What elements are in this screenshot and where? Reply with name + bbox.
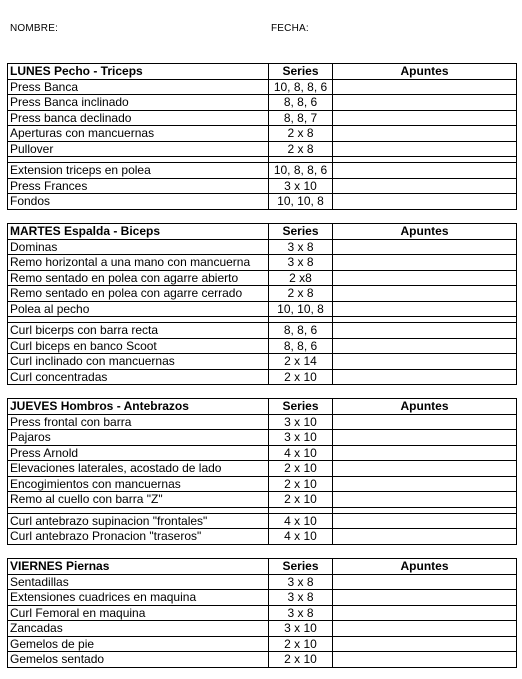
notes-cell[interactable] bbox=[333, 126, 517, 142]
exercise-row bbox=[8, 79, 517, 95]
exercise-name: Extensiones cuadrices en maquina bbox=[8, 590, 269, 606]
exercise-row bbox=[8, 445, 517, 461]
exercise-series: 3 x 10 bbox=[269, 621, 333, 637]
exercise-row bbox=[8, 621, 517, 637]
exercise-series: 3 x 8 bbox=[269, 574, 333, 590]
exercise-series: 8, 8, 7 bbox=[269, 110, 333, 126]
notes-cell[interactable] bbox=[333, 430, 517, 446]
notes-cell[interactable] bbox=[333, 338, 517, 354]
notes-cell[interactable] bbox=[333, 590, 517, 606]
exercise-name: Fondos bbox=[8, 194, 269, 210]
exercise-series: 2 x 10 bbox=[269, 652, 333, 668]
exercise-series: 2 x 8 bbox=[269, 141, 333, 157]
exercise-series: 2 x 10 bbox=[269, 636, 333, 652]
exercise-name: Press Banca bbox=[8, 79, 269, 95]
exercise-series: 10, 8, 8, 6 bbox=[269, 163, 333, 179]
exercise-row bbox=[8, 605, 517, 621]
exercise-series: 8, 8, 6 bbox=[269, 338, 333, 354]
exercise-series: 8, 8, 6 bbox=[269, 95, 333, 111]
exercise-series: 3 x 10 bbox=[269, 430, 333, 446]
exercise-row bbox=[8, 95, 517, 111]
exercise-row bbox=[8, 414, 517, 430]
exercise-name: Remo sentado en polea con agarre abierto bbox=[8, 270, 269, 286]
exercise-name: Pullover bbox=[8, 141, 269, 157]
day-title: LUNES Pecho - Triceps bbox=[8, 64, 269, 80]
exercise-name: Remo horizontal a una mano con mancuerna bbox=[8, 255, 269, 271]
day-header-row bbox=[8, 559, 517, 575]
day-table bbox=[7, 398, 517, 545]
exercise-row bbox=[8, 461, 517, 477]
notes-cell[interactable] bbox=[333, 414, 517, 430]
exercise-series: 2 x 8 bbox=[269, 286, 333, 302]
exercise-series: 3 x 8 bbox=[269, 239, 333, 255]
exercise-name: Gemelos de pie bbox=[8, 636, 269, 652]
exercise-name: Curl bicerps con barra recta bbox=[8, 323, 269, 339]
exercise-name: Press banca declinado bbox=[8, 110, 269, 126]
exercise-series: 4 x 10 bbox=[269, 513, 333, 529]
exercise-series: 10, 10, 8 bbox=[269, 194, 333, 210]
exercise-name: Press Arnold bbox=[8, 445, 269, 461]
exercise-series: 10, 8, 8, 6 bbox=[269, 79, 333, 95]
exercise-row bbox=[8, 636, 517, 652]
exercise-row bbox=[8, 110, 517, 126]
exercise-row bbox=[8, 492, 517, 508]
apuntes-header: Apuntes bbox=[333, 559, 517, 575]
notes-cell[interactable] bbox=[333, 369, 517, 385]
day-title: JUEVES Hombros - Antebrazos bbox=[8, 399, 269, 415]
series-header: Series bbox=[269, 399, 333, 415]
exercise-row bbox=[8, 286, 517, 302]
day-table bbox=[7, 63, 517, 210]
exercise-name: Gemelos sentado bbox=[8, 652, 269, 668]
exercise-row bbox=[8, 529, 517, 545]
exercise-row bbox=[8, 270, 517, 286]
exercise-series: 8, 8, 6 bbox=[269, 323, 333, 339]
exercise-row bbox=[8, 141, 517, 157]
notes-cell[interactable] bbox=[333, 141, 517, 157]
notes-cell[interactable] bbox=[333, 461, 517, 477]
notes-cell[interactable] bbox=[333, 574, 517, 590]
series-header: Series bbox=[269, 64, 333, 80]
exercise-name: Dominas bbox=[8, 239, 269, 255]
exercise-name: Remo al cuello con barra "Z" bbox=[8, 492, 269, 508]
exercise-row bbox=[8, 476, 517, 492]
exercise-name: Curl Femoral en maquina bbox=[8, 605, 269, 621]
exercise-name: Encogimientos con mancuernas bbox=[8, 476, 269, 492]
exercise-row bbox=[8, 430, 517, 446]
notes-cell[interactable] bbox=[333, 323, 517, 339]
exercise-series: 4 x 10 bbox=[269, 529, 333, 545]
day-table bbox=[7, 558, 517, 668]
exercise-series: 10, 10, 8 bbox=[269, 301, 333, 317]
series-header: Series bbox=[269, 224, 333, 240]
notes-cell[interactable] bbox=[333, 194, 517, 210]
exercise-series: 2 x 8 bbox=[269, 126, 333, 142]
exercise-name: Pajaros bbox=[8, 430, 269, 446]
exercise-name: Elevaciones laterales, acostado de lado bbox=[8, 461, 269, 477]
day-title: MARTES Espalda - Biceps bbox=[8, 224, 269, 240]
exercise-series: 4 x 10 bbox=[269, 445, 333, 461]
notes-cell[interactable] bbox=[333, 163, 517, 179]
exercise-row bbox=[8, 255, 517, 271]
notes-cell[interactable] bbox=[333, 652, 517, 668]
notes-cell[interactable] bbox=[333, 354, 517, 370]
notes-cell[interactable] bbox=[333, 492, 517, 508]
notes-cell[interactable] bbox=[333, 110, 517, 126]
day-header-row bbox=[8, 64, 517, 80]
exercise-name: Extension triceps en polea bbox=[8, 163, 269, 179]
exercise-series: 3 x 8 bbox=[269, 255, 333, 271]
exercise-name: Polea al pecho bbox=[8, 301, 269, 317]
exercise-name: Zancadas bbox=[8, 621, 269, 637]
exercise-series: 3 x 8 bbox=[269, 605, 333, 621]
exercise-name: Sentadillas bbox=[8, 574, 269, 590]
exercise-series: 2 x 10 bbox=[269, 461, 333, 477]
exercise-name: Curl biceps en banco Scoot bbox=[8, 338, 269, 354]
exercise-name: Curl inclinado con mancuernas bbox=[8, 354, 269, 370]
day-table bbox=[7, 223, 517, 385]
notes-cell[interactable] bbox=[333, 95, 517, 111]
exercise-row bbox=[8, 301, 517, 317]
exercise-row bbox=[8, 354, 517, 370]
exercise-name: Aperturas con mancuernas bbox=[8, 126, 269, 142]
exercise-name: Curl concentradas bbox=[8, 369, 269, 385]
exercise-row bbox=[8, 513, 517, 529]
exercise-series: 2 x 10 bbox=[269, 476, 333, 492]
notes-cell[interactable] bbox=[333, 476, 517, 492]
exercise-row bbox=[8, 590, 517, 606]
exercise-row bbox=[8, 369, 517, 385]
exercise-series: 2 x 10 bbox=[269, 369, 333, 385]
exercise-series: 3 x 10 bbox=[269, 414, 333, 430]
exercise-name: Remo sentado en polea con agarre cerrado bbox=[8, 286, 269, 302]
nombre-label: NOMBRE: bbox=[10, 23, 59, 34]
exercise-row bbox=[8, 178, 517, 194]
notes-cell[interactable] bbox=[333, 286, 517, 302]
notes-cell[interactable] bbox=[333, 445, 517, 461]
exercise-row bbox=[8, 323, 517, 339]
notes-cell[interactable] bbox=[333, 178, 517, 194]
exercise-series: 3 x 10 bbox=[269, 178, 333, 194]
exercise-name: Press Frances bbox=[8, 178, 269, 194]
notes-cell[interactable] bbox=[333, 270, 517, 286]
exercise-row bbox=[8, 574, 517, 590]
notes-cell[interactable] bbox=[333, 79, 517, 95]
exercise-name: Curl antebrazo Pronacion "traseros" bbox=[8, 529, 269, 545]
exercise-row bbox=[8, 239, 517, 255]
exercise-name: Press Banca inclinado bbox=[8, 95, 269, 111]
exercise-row bbox=[8, 194, 517, 210]
notes-cell[interactable] bbox=[333, 621, 517, 637]
notes-cell[interactable] bbox=[333, 605, 517, 621]
exercise-row bbox=[8, 338, 517, 354]
fecha-label: FECHA: bbox=[271, 23, 309, 34]
exercise-name: Curl antebrazo supinacion "frontales" bbox=[8, 513, 269, 529]
notes-cell[interactable] bbox=[333, 255, 517, 271]
exercise-row bbox=[8, 126, 517, 142]
apuntes-header: Apuntes bbox=[333, 224, 517, 240]
exercise-row bbox=[8, 163, 517, 179]
apuntes-header: Apuntes bbox=[333, 64, 517, 80]
day-header-row bbox=[8, 399, 517, 415]
notes-cell[interactable] bbox=[333, 301, 517, 317]
exercise-series: 3 x 8 bbox=[269, 590, 333, 606]
notes-cell[interactable] bbox=[333, 636, 517, 652]
day-header-row bbox=[8, 224, 517, 240]
exercise-series: 2 x 10 bbox=[269, 492, 333, 508]
exercise-row bbox=[8, 652, 517, 668]
day-title: VIERNES Piernas bbox=[8, 559, 269, 575]
exercise-series: 2 x8 bbox=[269, 270, 333, 286]
notes-cell[interactable] bbox=[333, 529, 517, 545]
exercise-name: Press frontal con barra bbox=[8, 414, 269, 430]
notes-cell[interactable] bbox=[333, 239, 517, 255]
apuntes-header: Apuntes bbox=[333, 399, 517, 415]
notes-cell[interactable] bbox=[333, 513, 517, 529]
series-header: Series bbox=[269, 559, 333, 575]
exercise-series: 2 x 14 bbox=[269, 354, 333, 370]
